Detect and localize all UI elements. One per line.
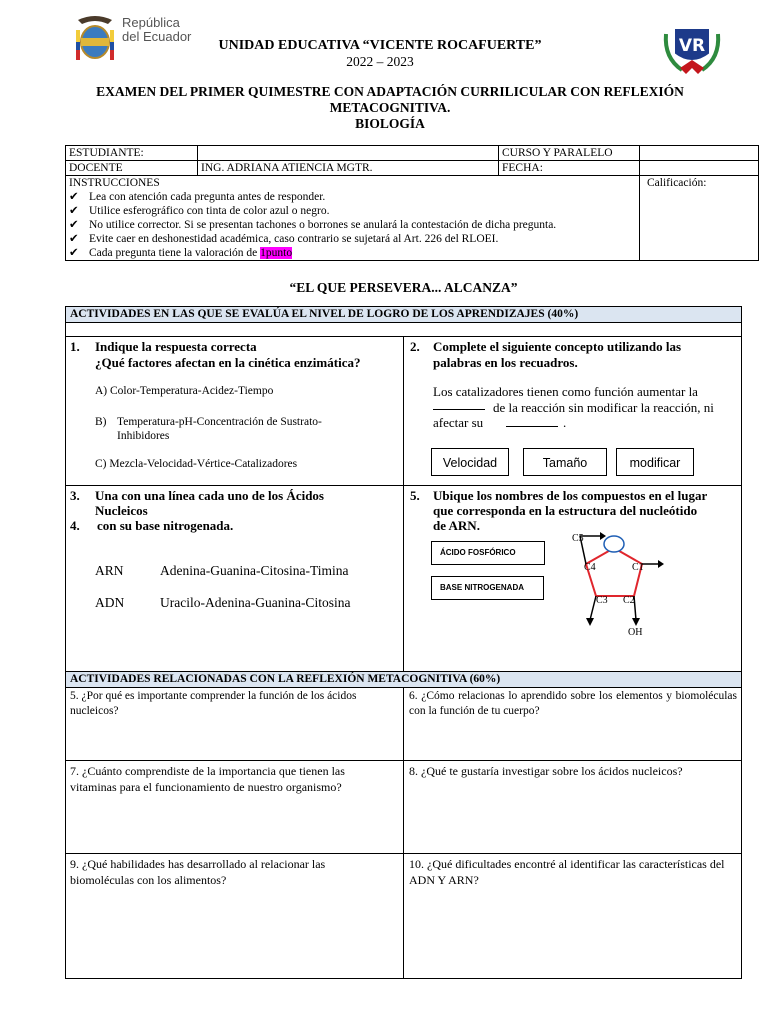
word-box-velocidad[interactable]: Velocidad bbox=[431, 448, 509, 476]
check-icon: ✔ bbox=[69, 191, 79, 203]
q5-number: 5. bbox=[410, 488, 420, 503]
date-field[interactable] bbox=[640, 161, 759, 176]
school-year: 2022 – 2023 bbox=[346, 54, 414, 69]
course-label: CURSO Y PARALELO bbox=[499, 146, 640, 161]
q1-line2: ¿Qué factores afectan en la cinética enzimática? bbox=[95, 355, 361, 370]
q2-text1: Los catalizadores tienen como función aumentar la bbox=[433, 384, 698, 399]
logo-line-2: del Ecuador bbox=[122, 29, 192, 44]
word-box-modificar[interactable]: modificar bbox=[616, 448, 694, 476]
q2-text3: afectar su bbox=[433, 415, 484, 430]
student-label: ESTUDIANTE: bbox=[66, 146, 198, 161]
match-left-arn[interactable]: ARN bbox=[95, 563, 124, 578]
instruction-item: ✔ Utilice esferográfico con tinta de color azul o negro. bbox=[69, 205, 330, 217]
section1-header: ACTIVIDADES EN LAS QUE SE EVALÚA EL NIVEL DE LOGRO DE LOS APRENDIZAJES (40%) bbox=[65, 306, 742, 323]
teacher-label: DOCENTE bbox=[66, 161, 198, 176]
motto: “EL QUE PERSEVERA... ALCANZA” bbox=[289, 280, 518, 295]
q1-number: 1. bbox=[70, 339, 80, 354]
q2-text2: de la reacción sin modificar la reacción, ni bbox=[493, 400, 714, 415]
school-badge bbox=[660, 24, 724, 76]
label-box-nitrogen-base[interactable]: BASE NITROGENADA bbox=[431, 576, 544, 600]
grade-cell[interactable] bbox=[640, 176, 759, 261]
match-right-2[interactable]: Uracilo-Adenina-Guanina-Citosina bbox=[160, 595, 351, 610]
exam-title-2: METACOGNITIVA. bbox=[329, 100, 451, 115]
label-oh: OH bbox=[628, 627, 643, 638]
badge-text: VR bbox=[678, 36, 706, 56]
arrow-right-icon bbox=[600, 532, 606, 540]
q2-blank2[interactable] bbox=[506, 414, 558, 427]
question-7: 7. ¿Cuánto comprendiste de la importancia que tienen las vitaminas para el funcionamiento de nuestro organismo? bbox=[70, 764, 345, 794]
arrow-down-icon bbox=[632, 618, 640, 626]
instructions-label: INSTRUCCIONES bbox=[69, 177, 160, 189]
date-label: FECHA: bbox=[499, 161, 640, 176]
school-name: UNIDAD EDUCATIVA “VICENTE ROCAFUERTE” bbox=[218, 38, 542, 53]
exam-title-1: EXAMEN DEL PRIMER QUIMESTRE CON ADAPTACIÓN CURRILICULAR CON REFLEXIÓN bbox=[96, 84, 684, 99]
q1-option-b-cont: Inhibidores bbox=[117, 430, 170, 442]
ring-oxygen bbox=[604, 536, 624, 552]
course-field[interactable] bbox=[640, 146, 759, 161]
coat-of-arms-icon bbox=[70, 12, 120, 64]
student-info-table bbox=[65, 145, 759, 261]
match-right-1[interactable]: Adenina-Guanina-Citosina-Timina bbox=[160, 563, 349, 578]
check-icon: ✔ bbox=[69, 205, 79, 217]
instructions-cell bbox=[66, 176, 640, 261]
question-5: 5. ¿Por qué es importante comprender la función de los ácidos nucleicos? bbox=[70, 690, 357, 717]
points-highlight: 1punto bbox=[260, 247, 293, 259]
section1-spacer bbox=[65, 322, 742, 337]
label-c5: C5 bbox=[572, 533, 584, 544]
logo-line-1: República bbox=[122, 15, 180, 30]
check-icon: ✔ bbox=[69, 233, 79, 245]
check-icon: ✔ bbox=[69, 219, 79, 231]
q1-line1: Indique la respuesta correcta bbox=[95, 339, 257, 354]
question-9: 9. ¿Qué habilidades has desarrollado al relacionar las biomoléculas con los alimentos? bbox=[70, 857, 326, 887]
teacher-name: ING. ADRIANA ATIENCIA MGTR. bbox=[198, 161, 499, 176]
match-left-adn[interactable]: ADN bbox=[95, 595, 125, 610]
q2-blank1[interactable] bbox=[433, 397, 485, 410]
label-c2: C2 bbox=[623, 595, 635, 606]
label-c4: C4 bbox=[584, 562, 596, 573]
grade-label: Calificación: bbox=[647, 177, 707, 189]
q3-number: 3. bbox=[70, 488, 80, 503]
q2-line1: Complete el siguiente concepto utilizando las bbox=[433, 339, 682, 354]
label-c1: C1 bbox=[632, 562, 644, 573]
q5-line1: Ubique los nombres de los compuestos en el lugar bbox=[433, 488, 708, 503]
label-box-phosphoric-acid[interactable]: ÁCIDO FOSFÓRICO bbox=[431, 541, 545, 565]
q1-option-b[interactable]: Temperatura-pH-Concentración de Sustrato- bbox=[117, 416, 322, 428]
arrow-down-icon bbox=[586, 618, 594, 626]
word-box-tamano[interactable]: Tamaño bbox=[523, 448, 607, 476]
q5-line3: de ARN. bbox=[433, 518, 480, 533]
arrow-right-icon bbox=[658, 560, 664, 568]
instruction-item: ✔ No utilice corrector. Si se presentan tachones o borrones se anulará la contestación de dicha pregunta. bbox=[69, 219, 557, 231]
check-icon: ✔ bbox=[69, 247, 79, 259]
instruction-item: ✔ Evite caer en deshonestidad académica, caso contrario se sujetará al Art. 226 del RLOEI. bbox=[69, 233, 499, 245]
instruction-item: ✔ Cada pregunta tiene la valoración de 1punto bbox=[69, 247, 293, 259]
q2-period: . bbox=[563, 415, 567, 430]
badge-icon bbox=[660, 24, 724, 76]
nucleotide-diagram bbox=[560, 528, 670, 640]
question-8: 8. ¿Qué te gustaría investigar sobre los ácidos nucleicos? bbox=[409, 764, 683, 778]
q5-line2: que corresponda en la estructura del nucleótido bbox=[433, 503, 698, 518]
q2-number: 2. bbox=[410, 339, 420, 354]
q4-number: 4. bbox=[70, 518, 80, 533]
question-6: 6. ¿Cómo relacionas lo aprendido sobre los elementos y biomoléculas con la función de tu cuerpo? bbox=[409, 690, 737, 717]
subject-title: BIOLOGÍA bbox=[355, 116, 425, 131]
q1-option-b-label: B) bbox=[95, 416, 107, 428]
instructions-list bbox=[69, 190, 636, 260]
section2-header: ACTIVIDADES RELACIONADAS CON LA REFLEXIÓN METACOGNITIVA (60%) bbox=[65, 671, 742, 688]
q3-line2: Nucleicos bbox=[95, 503, 148, 518]
q1-option-a[interactable]: A) Color-Temperatura-Acidez-Tiempo bbox=[95, 385, 274, 397]
q2-line2: palabras en los recuadros. bbox=[433, 355, 578, 370]
q3-line1: Una con una línea cada uno de los Ácidos bbox=[95, 488, 324, 503]
q1-option-c[interactable]: C) Mezcla-Velocidad-Vértice-Catalizadores bbox=[95, 458, 298, 470]
q4-line: con su base nitrogenada. bbox=[97, 518, 234, 533]
ecuador-logo bbox=[70, 12, 120, 64]
student-field[interactable] bbox=[198, 146, 499, 161]
question-10: 10. ¿Qué dificultades encontré al identificar las características del ADN Y ARN? bbox=[409, 857, 725, 887]
instruction-item: ✔ Lea con atención cada pregunta antes de responder. bbox=[69, 191, 326, 203]
label-c3: C3 bbox=[596, 595, 608, 606]
